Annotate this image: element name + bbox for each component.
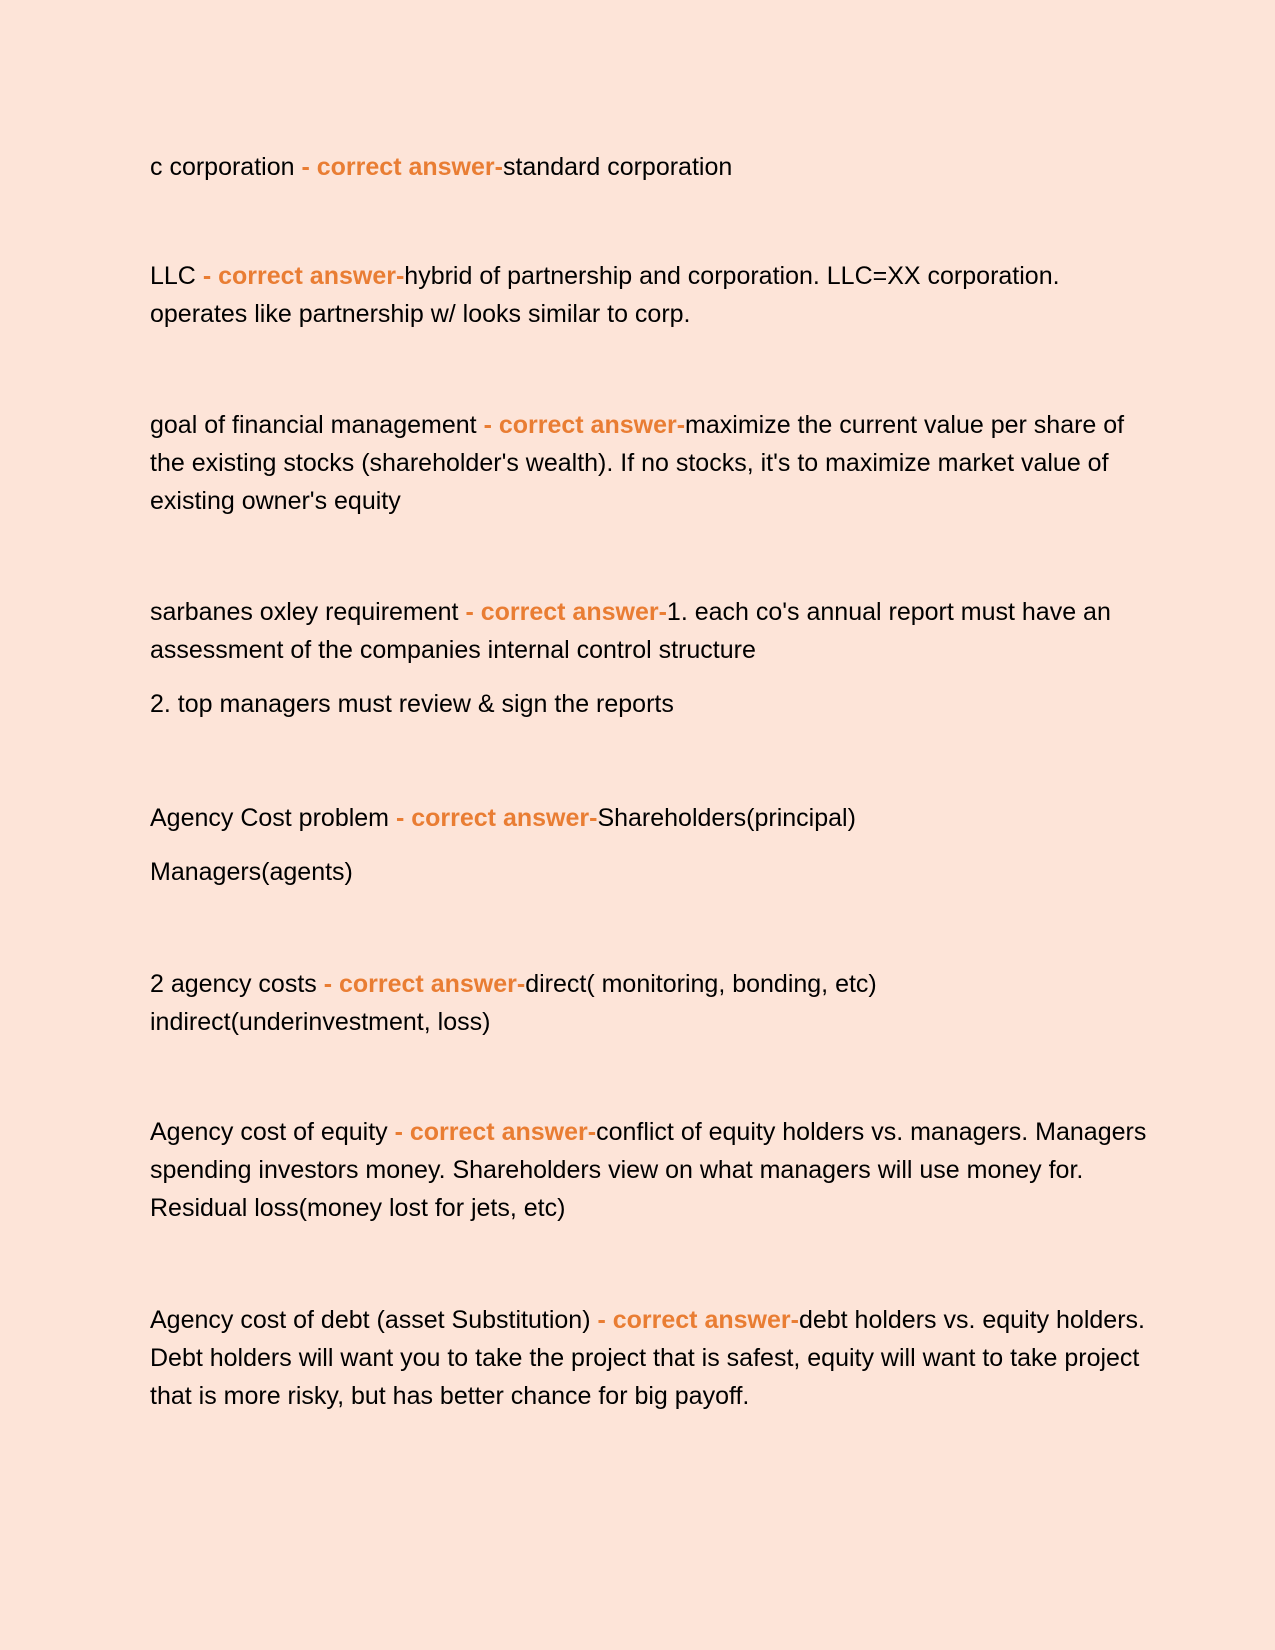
entry-answer: hybrid of partnership and corporation. LLC=XX corporation. operates like partnership w/ looks similar to corp. — [150, 262, 1060, 328]
entry-answer: direct( monitoring, bonding, etc) indirect(underinvestment, loss) — [150, 970, 877, 1036]
entry-answer: conflict of equity holders vs. managers. Managers spending investors money. Shareholders view on what managers will use money for. Residual loss(money lost for jets, etc) — [150, 1118, 1147, 1222]
entry-goal-of-financial-management — [150, 406, 1150, 520]
entry-answer: standard corporation — [502, 153, 733, 181]
entry-answer: maximize the current value per share of the existing stocks (shareholder's wealth). If no stocks, it's to maximize market value of existing owner's equity — [150, 411, 1125, 515]
answer-separator: - correct answer- — [323, 970, 526, 998]
entry-answer: 1. each co's annual report must have an assessment of the companies internal control structure — [150, 598, 1111, 664]
answer-separator: - correct answer- — [483, 411, 686, 439]
entry-2-agency-costs — [150, 965, 1150, 1041]
entry-answer: debt holders vs. equity holders. Debt holders will want you to take the project that is safest, equity will want to take project that is more risky, but has better chance for big payoff. — [150, 1306, 1145, 1410]
entry-agency-cost-of-debt — [150, 1301, 1150, 1415]
answer-separator: - correct answer- — [394, 1118, 597, 1146]
entry-term: Agency cost of equity — [150, 1118, 388, 1146]
answer-separator: - correct answer- — [597, 1306, 799, 1334]
entry-continuation: Managers(agents) — [150, 858, 353, 886]
entry-agency-cost-of-equity — [150, 1113, 1150, 1227]
entry-sarbanes-oxley — [150, 593, 1150, 723]
entry-term: c corporation — [150, 153, 295, 181]
entry-continuation: 2. top managers must review & sign the reports — [150, 690, 674, 718]
answer-separator: - correct answer- — [395, 804, 598, 832]
entry-term: LLC — [150, 262, 196, 290]
answer-separator: - correct answer- — [202, 262, 405, 290]
answer-separator: - correct answer- — [301, 153, 503, 181]
entry-term: goal of financial management — [150, 411, 477, 439]
entry-c-corporation — [150, 148, 1150, 186]
entry-answer: Shareholders(principal) — [597, 804, 856, 832]
entry-llc — [150, 257, 1150, 333]
entry-term: Agency cost of debt (asset Substitution) — [150, 1306, 591, 1334]
entry-agency-cost-problem — [150, 799, 1150, 891]
entry-term: sarbanes oxley requirement — [150, 598, 459, 626]
entry-term: 2 agency costs — [150, 970, 317, 998]
entry-term: Agency Cost problem — [150, 804, 390, 832]
answer-separator: - correct answer- — [465, 598, 667, 626]
